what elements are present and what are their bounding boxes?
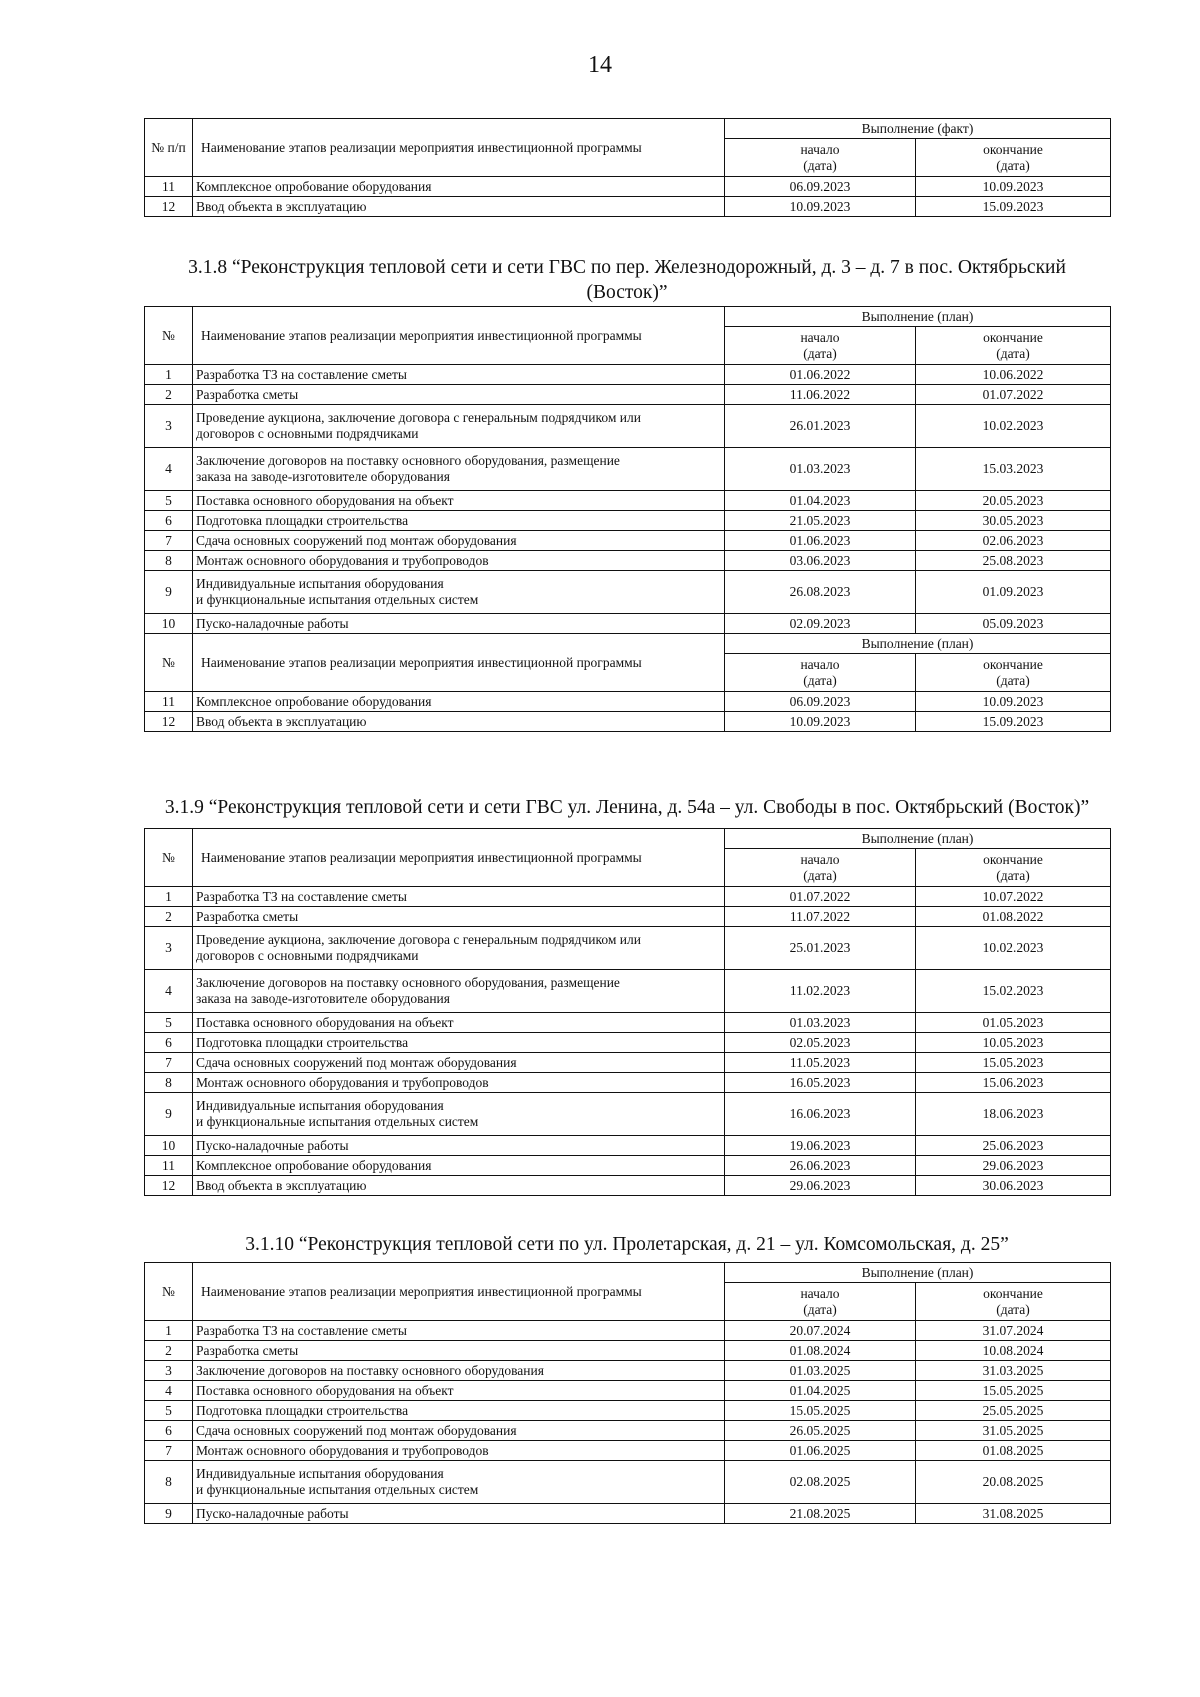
start-date: 01.06.2025 [725,1441,916,1461]
table-row [145,197,1111,217]
start-date: 11.02.2023 [725,970,916,1013]
start-date: 06.09.2023 [725,692,916,712]
row-number: 7 [145,1053,193,1073]
stage-name: Поставка основного оборудования на объект [193,491,725,511]
row-number: 9 [145,1504,193,1524]
stages-table [144,306,1111,732]
col-name-header: Наименование этапов реализации мероприятия инвестиционной программы [193,119,725,177]
table-row [145,1321,1111,1341]
start-date: 21.05.2023 [725,511,916,531]
start-date: 01.03.2025 [725,1361,916,1381]
end-date: 30.05.2023 [916,511,1111,531]
stage-name: Индивидуальные испытания оборудования и функциональные испытания отдельных систем [193,571,725,614]
section-title-319: 3.1.9 “Реконструкция тепловой сети и сети ГВС ул. Ленина, д. 54а – ул. Свободы в пос. Октябрьский (Восток)” [164,797,1090,818]
col-name-header: Наименование этапов реализации мероприятия инвестиционной программы [193,307,725,365]
row-number: 1 [145,365,193,385]
start-date: 01.06.2023 [725,531,916,551]
end-date: 01.05.2023 [916,1013,1111,1033]
start-date: 01.03.2023 [725,448,916,491]
row-number: 9 [145,1093,193,1136]
stage-name: Подготовка площадки строительства [193,511,725,531]
row-number: 3 [145,1361,193,1381]
col-name-header: Наименование этапов реализации мероприятия инвестиционной программы [193,829,725,887]
stage-name: Сдача основных сооружений под монтаж оборудования [193,531,725,551]
row-number: 7 [145,531,193,551]
start-date: 01.03.2023 [725,1013,916,1033]
stage-name: Монтаж основного оборудования и трубопроводов [193,551,725,571]
stage-name: Разработка сметы [193,385,725,405]
end-date: 01.08.2025 [916,1441,1111,1461]
table-row [145,887,1111,907]
table-3110 [144,1262,1110,1524]
start-date: 25.01.2023 [725,927,916,970]
end-date: 18.06.2023 [916,1093,1111,1136]
col-number-header: № [145,1263,193,1321]
end-date: 20.08.2025 [916,1461,1111,1504]
end-date: 29.06.2023 [916,1156,1111,1176]
table-row [145,1441,1111,1461]
row-number: 11 [145,1156,193,1176]
end-date: 01.09.2023 [916,571,1111,614]
start-date: 01.04.2023 [725,491,916,511]
end-date: 15.02.2023 [916,970,1111,1013]
row-number: 6 [145,1033,193,1053]
start-date: 03.06.2023 [725,551,916,571]
row-number: 11 [145,177,193,197]
row-number: 12 [145,1176,193,1196]
col-start-header: начало (дата) [725,654,916,692]
end-date: 10.09.2023 [916,177,1111,197]
table-row [145,970,1111,1013]
end-date: 02.06.2023 [916,531,1111,551]
row-number: 2 [145,1341,193,1361]
stage-name: Поставка основного оборудования на объект [193,1381,725,1401]
table-row [145,1136,1111,1156]
end-date: 20.05.2023 [916,491,1111,511]
start-date: 10.09.2023 [725,197,916,217]
stage-name: Проведение аукциона, заключение договора с генеральным подрядчиком или договоров с основными подрядчиками [193,927,725,970]
table-row [145,571,1111,614]
table-row [145,365,1111,385]
start-date: 15.05.2025 [725,1401,916,1421]
col-execution-header: Выполнение (план) [725,307,1111,327]
table-319 [144,828,1110,1196]
start-date: 06.09.2023 [725,177,916,197]
stage-name: Монтаж основного оборудования и трубопроводов [193,1441,725,1461]
col-number-header: № [145,307,193,365]
row-number: 5 [145,1401,193,1421]
table-row [145,1421,1111,1441]
table-row [145,712,1111,732]
start-date: 20.07.2024 [725,1321,916,1341]
col-start-header: начало (дата) [725,1283,916,1321]
start-date: 26.06.2023 [725,1156,916,1176]
stage-name: Заключение договоров на поставку основного оборудования, размещение заказа на заводе-изготовителе оборудования [193,970,725,1013]
stage-name: Комплексное опробование оборудования [193,692,725,712]
stage-name: Заключение договоров на поставку основного оборудования [193,1361,725,1381]
table-continuation [144,118,1110,217]
row-number: 11 [145,692,193,712]
table-row [145,405,1111,448]
table-row [145,1381,1111,1401]
col-execution-header: Выполнение (план) [725,829,1111,849]
stage-name: Разработка ТЗ на составление сметы [193,365,725,385]
stage-name: Пуско-наладочные работы [193,614,725,634]
start-date: 01.07.2022 [725,887,916,907]
end-date: 31.07.2024 [916,1321,1111,1341]
row-number: 6 [145,511,193,531]
end-date: 10.09.2023 [916,692,1111,712]
row-number: 2 [145,907,193,927]
section-title-3110: 3.1.10 “Реконструкция тепловой сети по ул. Пролетарская, д. 21 – ул. Комсомольская, д. 25” [245,1234,1009,1255]
table-row [145,927,1111,970]
row-number: 6 [145,1421,193,1441]
start-date: 11.06.2022 [725,385,916,405]
row-number: 5 [145,491,193,511]
start-date: 02.08.2025 [725,1461,916,1504]
start-date: 19.06.2023 [725,1136,916,1156]
col-start-header: начало (дата) [725,327,916,365]
end-date: 10.02.2023 [916,927,1111,970]
stage-name: Разработка сметы [193,907,725,927]
col-number-header: № [145,634,193,692]
col-start-header: начало (дата) [725,139,916,177]
row-number: 8 [145,551,193,571]
stage-name: Поставка основного оборудования на объект [193,1013,725,1033]
row-number: 7 [145,1441,193,1461]
end-date: 10.08.2024 [916,1341,1111,1361]
end-date: 10.02.2023 [916,405,1111,448]
stage-name: Ввод объекта в эксплуатацию [193,1176,725,1196]
row-number: 3 [145,927,193,970]
end-date: 10.07.2022 [916,887,1111,907]
end-date: 05.09.2023 [916,614,1111,634]
table-row [145,1461,1111,1504]
col-start-header: начало (дата) [725,849,916,887]
table-row [145,1156,1111,1176]
stage-name: Разработка ТЗ на составление сметы [193,1321,725,1341]
table-row [145,614,1111,634]
end-date: 25.05.2025 [916,1401,1111,1421]
end-date: 15.06.2023 [916,1073,1111,1093]
end-date: 01.08.2022 [916,907,1111,927]
stage-name: Разработка ТЗ на составление сметы [193,887,725,907]
table-row [145,692,1111,712]
start-date: 29.06.2023 [725,1176,916,1196]
stage-name: Заключение договоров на поставку основного оборудования, размещение заказа на заводе-изготовителе оборудования [193,448,725,491]
row-number: 12 [145,712,193,732]
col-number-header: № п/п [145,119,193,177]
end-date: 31.03.2025 [916,1361,1111,1381]
table-row [145,551,1111,571]
end-date: 31.08.2025 [916,1504,1111,1524]
start-date: 26.01.2023 [725,405,916,448]
row-number: 8 [145,1461,193,1504]
table-row [145,385,1111,405]
table-row [145,1073,1111,1093]
table-row [145,1033,1111,1053]
row-number: 4 [145,1381,193,1401]
start-date: 02.05.2023 [725,1033,916,1053]
stage-name: Подготовка площадки строительства [193,1401,725,1421]
end-date: 30.06.2023 [916,1176,1111,1196]
row-number: 4 [145,448,193,491]
stage-name: Пуско-наладочные работы [193,1504,725,1524]
start-date: 02.09.2023 [725,614,916,634]
table-row [145,1053,1111,1073]
stage-name: Сдача основных сооружений под монтаж оборудования [193,1053,725,1073]
page-number: 14 [588,52,612,78]
start-date: 26.08.2023 [725,571,916,614]
table-row [145,491,1111,511]
table-row [145,1341,1111,1361]
end-date: 15.05.2023 [916,1053,1111,1073]
table-318 [144,306,1110,732]
stage-name: Сдача основных сооружений под монтаж оборудования [193,1421,725,1441]
table-row [145,1176,1111,1196]
row-number: 12 [145,197,193,217]
row-number: 3 [145,405,193,448]
row-number: 10 [145,1136,193,1156]
table-row [145,448,1111,491]
end-date: 10.06.2022 [916,365,1111,385]
stage-name: Индивидуальные испытания оборудования и функциональные испытания отдельных систем [193,1093,725,1136]
end-date: 25.08.2023 [916,551,1111,571]
stage-name: Ввод объекта в эксплуатацию [193,197,725,217]
start-date: 16.06.2023 [725,1093,916,1136]
stage-name: Комплексное опробование оборудования [193,177,725,197]
start-date: 01.04.2025 [725,1381,916,1401]
row-number: 8 [145,1073,193,1093]
end-date: 10.05.2023 [916,1033,1111,1053]
section-title-318: 3.1.8 “Реконструкция тепловой сети и сети ГВС по пер. Железнодорожный, д. 3 – д. 7 в пос. Октябрьский (Восток)” [188,257,1066,303]
col-end-header: окончание (дата) [916,139,1111,177]
end-date: 15.09.2023 [916,712,1111,732]
start-date: 01.06.2022 [725,365,916,385]
stage-name: Индивидуальные испытания оборудования и функциональные испытания отдельных систем [193,1461,725,1504]
start-date: 10.09.2023 [725,712,916,732]
col-name-header: Наименование этапов реализации мероприятия инвестиционной программы [193,634,725,692]
col-end-header: окончание (дата) [916,1283,1111,1321]
start-date: 11.05.2023 [725,1053,916,1073]
end-date: 15.05.2025 [916,1381,1111,1401]
table-row [145,1504,1111,1524]
stage-name: Подготовка площадки строительства [193,1033,725,1053]
row-number: 5 [145,1013,193,1033]
row-number: 9 [145,571,193,614]
row-number: 2 [145,385,193,405]
stages-table [144,1262,1111,1524]
row-number: 1 [145,1321,193,1341]
start-date: 16.05.2023 [725,1073,916,1093]
row-number: 4 [145,970,193,1013]
start-date: 26.05.2025 [725,1421,916,1441]
stage-name: Ввод объекта в эксплуатацию [193,712,725,732]
col-execution-header: Выполнение (план) [725,1263,1111,1283]
table-row [145,177,1111,197]
col-end-header: окончание (дата) [916,654,1111,692]
col-execution-header: Выполнение (факт) [725,119,1111,139]
start-date: 11.07.2022 [725,907,916,927]
stage-name: Проведение аукциона, заключение договора с генеральным подрядчиком или договоров с основными подрядчиками [193,405,725,448]
end-date: 01.07.2022 [916,385,1111,405]
table-row [145,1361,1111,1381]
table-row [145,1401,1111,1421]
row-number: 10 [145,614,193,634]
table-row [145,511,1111,531]
stages-table [144,828,1111,1196]
col-end-header: окончание (дата) [916,327,1111,365]
table-row [145,1093,1111,1136]
stage-name: Разработка сметы [193,1341,725,1361]
end-date: 31.05.2025 [916,1421,1111,1441]
start-date: 21.08.2025 [725,1504,916,1524]
table-row [145,907,1111,927]
col-execution-header: Выполнение (план) [725,634,1111,654]
table-row [145,1013,1111,1033]
stage-name: Монтаж основного оборудования и трубопроводов [193,1073,725,1093]
end-date: 25.06.2023 [916,1136,1111,1156]
col-number-header: № [145,829,193,887]
row-number: 1 [145,887,193,907]
col-name-header: Наименование этапов реализации мероприятия инвестиционной программы [193,1263,725,1321]
start-date: 01.08.2024 [725,1341,916,1361]
table-row [145,531,1111,551]
col-end-header: окончание (дата) [916,849,1111,887]
stages-table [144,118,1111,217]
end-date: 15.09.2023 [916,197,1111,217]
end-date: 15.03.2023 [916,448,1111,491]
stage-name: Комплексное опробование оборудования [193,1156,725,1176]
stage-name: Пуско-наладочные работы [193,1136,725,1156]
